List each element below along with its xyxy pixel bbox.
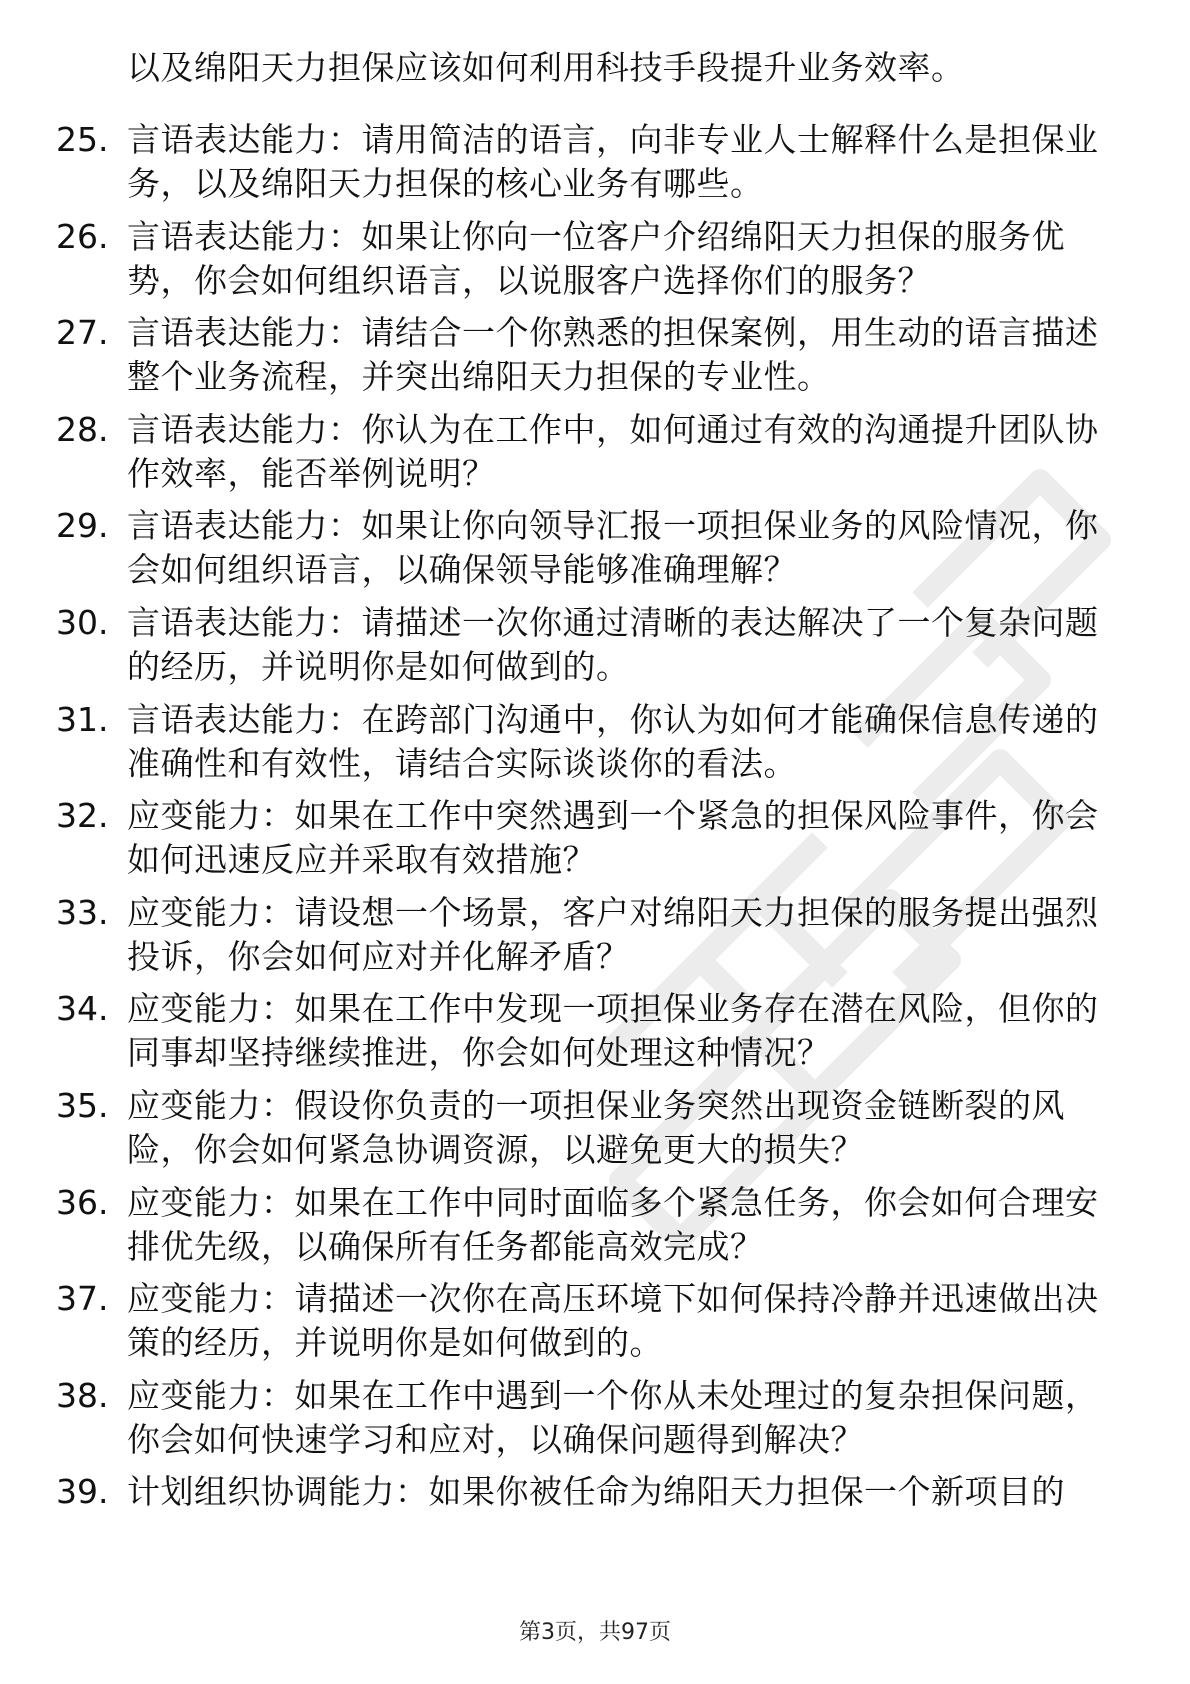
list-item [0, 987, 1190, 1084]
item-number: 30. [56, 602, 109, 642]
list-item [0, 215, 1190, 312]
question-list [0, 118, 1190, 1567]
item-text: 应变能力：如果在工作中突然遇到一个紧急的担保风险事件，你会如何迅速反应并采取有效措施？ [127, 796, 1099, 880]
list-item [0, 1084, 1190, 1181]
list-item [0, 794, 1190, 891]
list-item [0, 1277, 1190, 1374]
list-item [0, 311, 1190, 408]
item-text: 应变能力：请描述一次你在高压环境下如何保持冷静并迅速做出决策的经历，并说明你是如何做到的。 [127, 1279, 1099, 1363]
list-item [0, 1470, 1190, 1567]
item-text: 应变能力：请设想一个场景，客户对绵阳天力担保的服务提出强烈投诉，你会如何应对并化解矛盾？ [127, 892, 1099, 976]
item-text: 言语表达能力：请用简洁的语言，向非专业人士解释什么是担保业务，以及绵阳天力担保的核心业务有哪些。 [127, 120, 1099, 203]
page-footer: 第3页，共97页 [519, 1620, 671, 1645]
item-number: 31. [56, 699, 109, 739]
list-item [0, 891, 1190, 988]
item-text: 应变能力：如果在工作中同时面临多个紧急任务，你会如何合理安排优先级，以确保所有任务都能高效完成？ [127, 1182, 1099, 1266]
item-text: 言语表达能力：在跨部门沟通中，你认为如何才能确保信息传递的准确性和有效性，请结合实际谈谈你的看法。 [127, 699, 1099, 783]
item-text: 言语表达能力：请结合一个你熟悉的担保案例，用生动的语言描述整个业务流程，并突出绵阳天力担保的专业性。 [127, 313, 1099, 397]
continuation-text: 以及绵阳天力担保应该如何利用科技手段提升业务效率。 [127, 48, 965, 87]
item-text: 应变能力：如果在工作中发现一项担保业务存在潜在风险，但你的同事却坚持继续推进，你会如何处理这种情况？ [127, 989, 1099, 1073]
item-text: 言语表达能力：请描述一次你通过清晰的表达解决了一个复杂问题的经历，并说明你是如何做到的。 [127, 602, 1099, 686]
item-number: 33. [56, 892, 109, 932]
item-number: 34. [56, 989, 109, 1029]
item-number: 38. [56, 1375, 109, 1415]
list-item [0, 601, 1190, 698]
item-text: 言语表达能力：如果让你向领导汇报一项担保业务的风险情况，你会如何组织语言，以确保领导能够准确理解？ [127, 506, 1099, 590]
item-text: 应变能力：假设你负责的一项担保业务突然出现资金链断裂的风险，你会如何紧急协调资源，以避免更大的损失？ [127, 1085, 1065, 1169]
item-number: 29. [56, 506, 109, 546]
item-number: 39. [56, 1472, 109, 1512]
list-item [0, 1374, 1190, 1471]
item-number: 32. [56, 796, 109, 836]
item-number: 37. [56, 1279, 109, 1319]
list-item [0, 1181, 1190, 1278]
list-item [0, 118, 1190, 215]
list-item [0, 408, 1190, 505]
item-text: 言语表达能力：如果让你向一位客户介绍绵阳天力担保的服务优势，你会如何组织语言，以说服客户选择你们的服务？ [127, 216, 1065, 300]
item-number: 27. [56, 313, 109, 353]
item-number: 25. [56, 120, 109, 159]
item-number: 28. [56, 409, 109, 449]
item-number: 36. [56, 1182, 109, 1222]
item-text: 言语表达能力：你认为在工作中，如何通过有效的沟通提升团队协作效率，能否举例说明？ [127, 409, 1099, 493]
item-text: 应变能力：如果在工作中遇到一个你从未处理过的复杂担保问题，你会如何快速学习和应对，以确保问题得到解决？ [127, 1375, 1099, 1459]
list-item [0, 698, 1190, 795]
item-number: 26. [56, 216, 109, 256]
list-item [0, 504, 1190, 601]
item-text: 计划组织协调能力：如果你被任命为绵阳天力担保一个新项目的 [127, 1472, 1065, 1512]
item-number: 35. [56, 1085, 109, 1125]
